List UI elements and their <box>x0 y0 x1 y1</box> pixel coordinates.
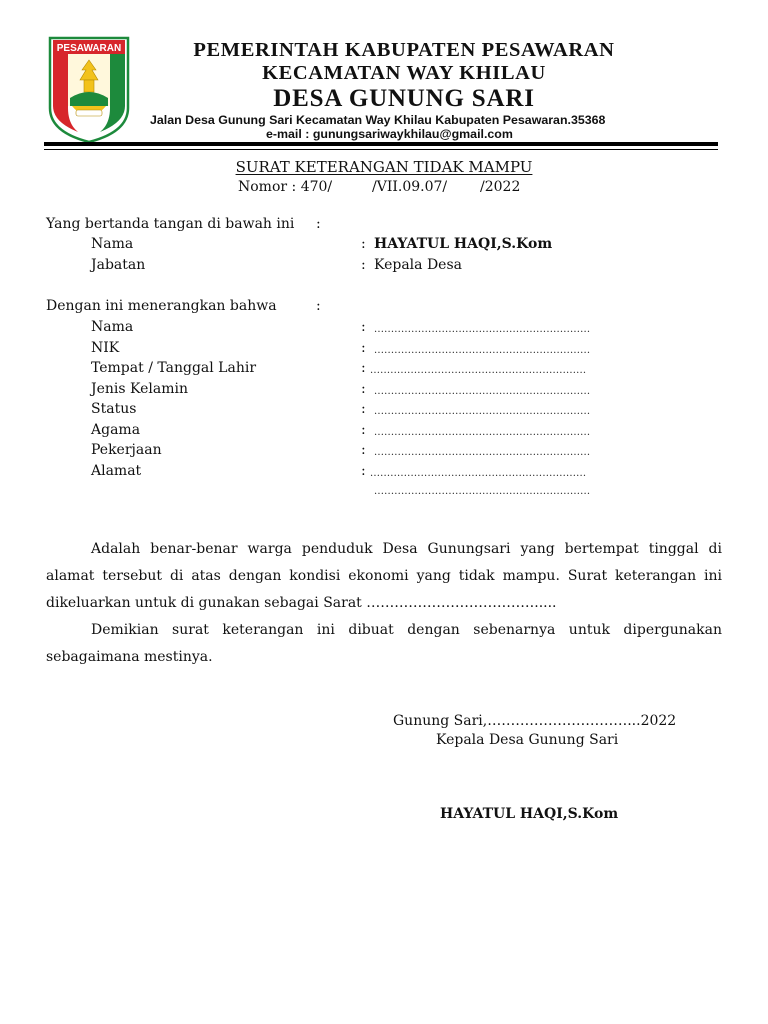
subject-field-colon: : <box>361 463 366 479</box>
subject-field-colon: : <box>361 360 366 376</box>
subject-field-colon: : <box>361 401 366 417</box>
logo-text: PESAWARAN <box>56 43 122 54</box>
signer-name-label: Nama <box>91 236 134 252</box>
signer-intro-colon: : <box>316 216 321 232</box>
subject-field-blank: ................................................................ <box>370 365 587 376</box>
subject-field-label: Nama <box>91 319 134 335</box>
signer-intro: Yang bertanda tangan di bawah ini <box>46 216 295 232</box>
subject-field-blank: ................................................................ <box>370 468 587 479</box>
signer-position-colon: : <box>361 257 366 273</box>
letterhead-divider-thin <box>44 149 718 150</box>
signer-position-label: Jabatan <box>91 257 146 273</box>
subject-field-blank: ................................................................ <box>374 427 591 438</box>
document-title: SURAT KETERANGAN TIDAK MAMPU <box>235 158 533 176</box>
nomor-code: /VII.09.07/ <box>372 179 448 195</box>
subject-field-label: Jenis Kelamin <box>91 381 188 397</box>
signer-position-title: Kepala Desa Gunung Sari <box>436 732 619 748</box>
subject-field-blank: ................................................................ <box>374 386 591 397</box>
letterhead-village-line: DESA GUNUNG SARI <box>273 85 535 112</box>
subject-field-label: Status <box>91 401 137 417</box>
letterhead-divider-thick <box>44 142 718 146</box>
signer-name-value: HAYATUL HAQI,S.Kom <box>374 236 553 252</box>
subject-field-blank: ................................................................ <box>374 447 591 458</box>
nomor-year: /2022 <box>480 179 521 195</box>
subject-field-colon: : <box>361 381 366 397</box>
statement-paragraph: Adalah benar-benar warga penduduk Desa Gunungsari yang bertempat tinggal di alamat tersebut di atas dengan kondisi ekonomi yang tidak mampu. Surat keterangan ini dikeluarkan untuk di gunakan sebagai Sarat ………………………………..... <box>46 541 722 611</box>
subject-field-colon: : <box>361 340 366 356</box>
nomor-label: Nomor : 470/ <box>238 179 333 195</box>
subject-field-label: Pekerjaan <box>91 442 162 458</box>
subject-address-blank-line2: ................................................................ <box>374 486 591 497</box>
closing-paragraph: Demikian surat keterangan ini dibuat dengan sebenarnya untuk dipergunakan sebagaimana mestinya. <box>46 622 722 665</box>
subject-field-blank: ................................................................ <box>374 345 591 356</box>
subject-field-blank: ................................................................ <box>374 324 591 335</box>
subject-field-label: Tempat / Tanggal Lahir <box>91 360 257 376</box>
subject-field-colon: : <box>361 422 366 438</box>
subject-intro-colon: : <box>316 298 321 314</box>
letterhead-email: e-mail : gunungsariwaykhilau@gmail.com <box>266 127 513 141</box>
letterhead-address: Jalan Desa Gunung Sari Kecamatan Way Khilau Kabupaten Pesawaran.35368 <box>150 113 606 127</box>
signer-name-signature: HAYATUL HAQI,S.Kom <box>440 806 619 822</box>
subject-field-label: Alamat <box>91 463 142 479</box>
pesawaran-emblem-logo <box>48 36 130 144</box>
letterhead-government-line: PEMERINTAH KABUPATEN PESAWARAN <box>193 39 615 61</box>
subject-intro: Dengan ini menerangkan bahwa <box>46 298 277 314</box>
subject-field-label: Agama <box>91 422 141 438</box>
place-date-line: Gunung Sari,…………………………...2022 <box>393 713 677 729</box>
letterhead-district-line: KECAMATAN WAY KHILAU <box>262 62 546 84</box>
signer-position-value: Kepala Desa <box>374 257 462 273</box>
subject-field-blank: ................................................................ <box>374 406 591 417</box>
subject-field-colon: : <box>361 442 366 458</box>
subject-field-label: NIK <box>91 340 120 356</box>
signer-name-colon: : <box>361 236 366 252</box>
subject-field-colon: : <box>361 319 366 335</box>
